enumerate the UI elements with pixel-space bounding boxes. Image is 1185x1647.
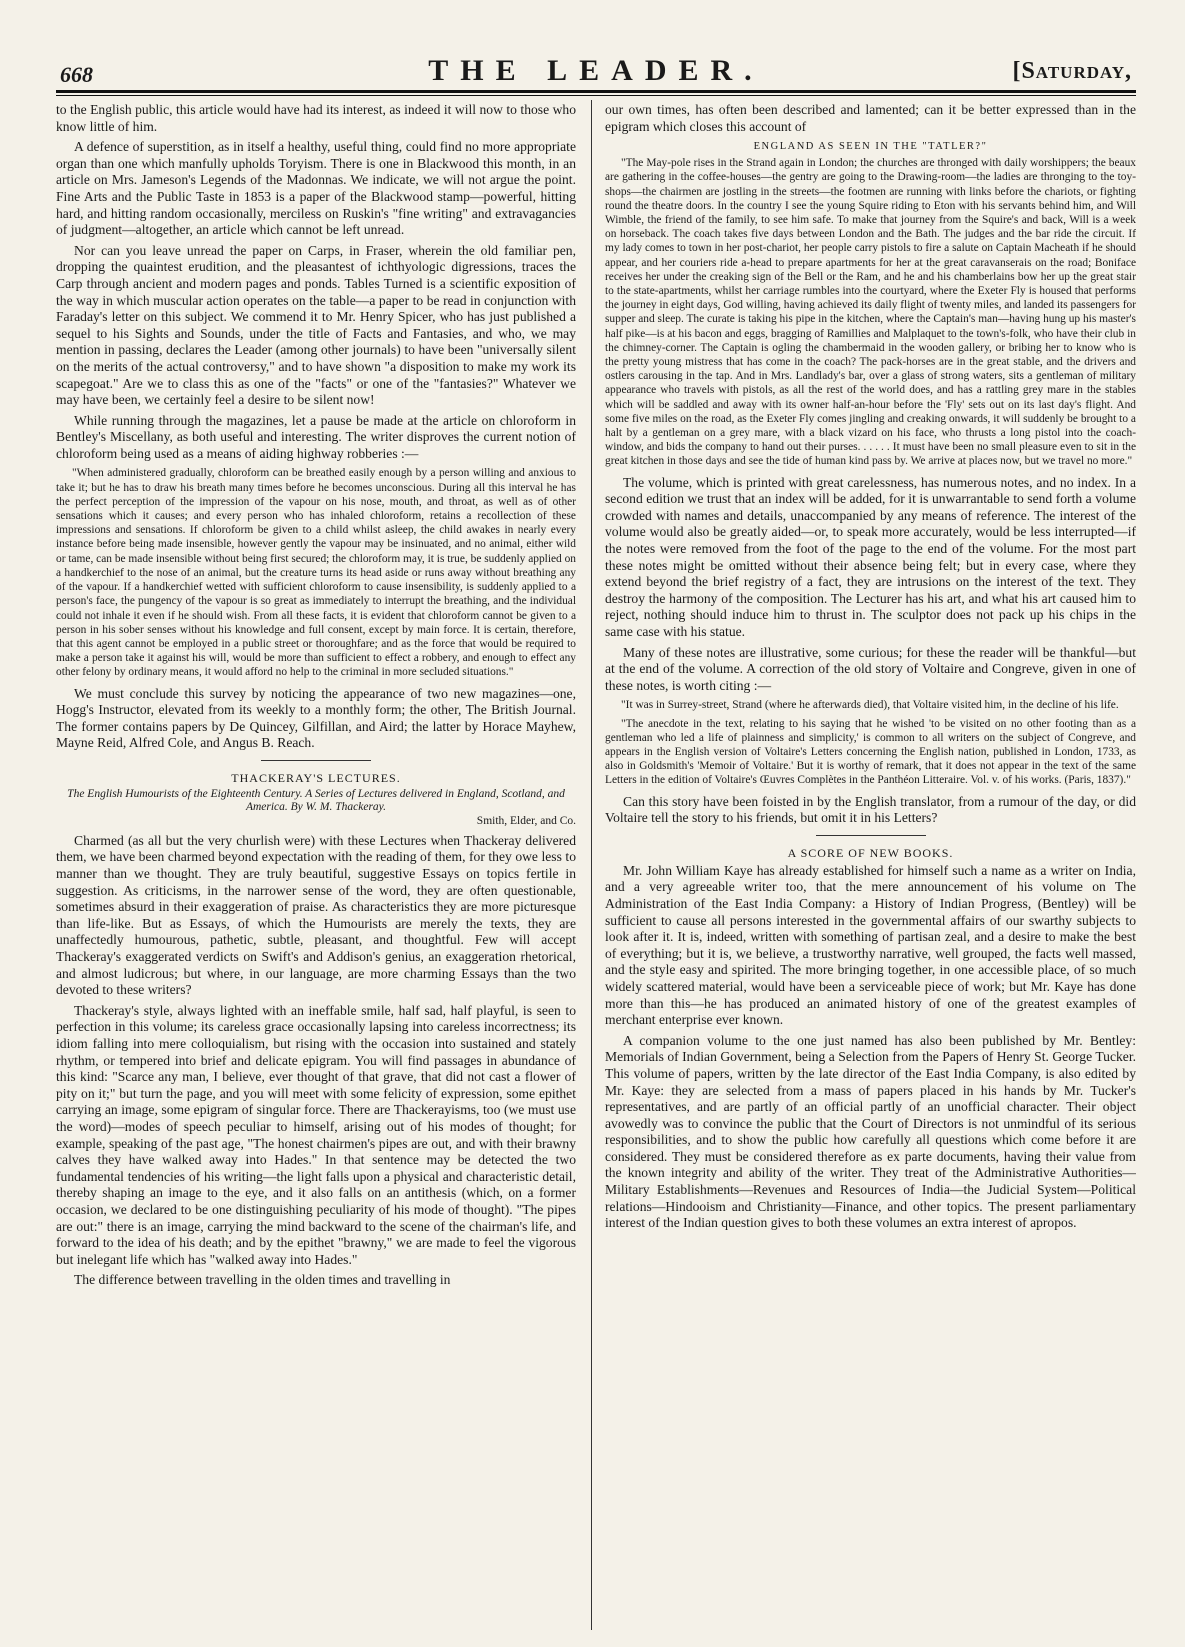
paragraph: While running through the magazines, let a pause be made at the article on chloroform in Bentley's Miscellany, as both useful and interesting. The writer disproves the current notion of chloroform being used as a means of aiding highway robberies :—: [56, 412, 576, 461]
paragraph: Many of these notes are illustrative, some curious; for these the reader will be thankful—but at the end of the volume. A correction of the old story of Voltaire and Congreve, given in one of these notes, is worth citing :—: [605, 644, 1136, 693]
column-divider: [591, 100, 592, 1630]
block-quote: "The anecdote in the text, relating to his saying that he wished 'to be visited on no other footing than as a gentleman who led a life of plainness and simplicity,' is common to all writers on the subject of Congreve, and appears in the English version of Voltaire's Letters concerning the English nation, published in London, 1733, as also in Goldsmith's 'Memoir of Voltaire.' But it is worthy of remark, that it does not appear in the text of the same Letters in the edition of Voltaire's Œuvres Complètes in the Panthéon Litteraire. Vol. v. of his works. (Paris, 1837).": [605, 717, 1136, 787]
page-number: 668: [60, 62, 93, 87]
paragraph: Mr. John William Kaye has already established for himself such a name as a writer on India, and a very agreeable writer too, that the mere announcement of his volume on The Administration of the East India Company: a History of Indian Progress, (Bentley) will be sufficient to cause all persons interested in the governmental affairs of our swarthy subjects to look after it. It is, indeed, written with something of partisan zeal, and a desire to make the best of everything; but it is, we believe, a trustworthy narrative, well grouped, the facts well massed, and the style easy and spirited. The more bringing together, in one accessible place, of so much widely scattered material, would have been a serviceable piece of work; but Mr. Kaye has done more than this—he has produced an animated history of one of the greatest examples of merchant enterprise ever known.: [605, 862, 1136, 1028]
quote-heading: ENGLAND AS SEEN IN THE "TATLER?": [753, 141, 988, 153]
masthead: [56, 52, 1136, 92]
left-column: [56, 102, 576, 1630]
section-title: THACKERAY'S LECTURES.: [231, 770, 401, 785]
paragraph: A defence of superstition, as in itself a healthy, useful thing, could find no more appropriate organ than one which manfully upholds Toryism. There is one in Blackwood this month, in an article on Mrs. Jameson's Legends of the Madonnas. We indicate, we will not argue the point. Fine Arts and the Public Taste in 1853 is a paper of the Blackwood stamp—powerful, hitting hard, and hitting random occasionally, merciless on Ruskin's "fine writing" and extravagancies of judgment—altogether, an article which cannot be left unread.: [56, 139, 576, 238]
block-quote: "It was in Surrey-street, Strand (where he afterwards died), that Voltaire visited him, in the decline of his life.: [621, 699, 1119, 712]
paragraph: Thackeray's style, always lighted with an ineffable smile, half sad, half playful, is seen to perfection in this volume; its careless grace occasionally lapsing into careless incorrectness; its idiom falling into mere colloquialism, but rising with the occasion into sustained and stately rhythm, or tempered into brief and delicate epigram. You will find passages in abundance of this kind: "Scarce any man, I believe, ever thought of that grave, that did not cast a flower of pity on it;" but turn the page, and you will meet with some felicity of expression, some epithet carrying an image, some epigram of singular force. There are Thackerayisms, too (we must use the word)—modes of speech peculiar to himself, arising out of his modes of thought; for example, speaking of the past age, "The honest chairmen's pipes are out, and with their brawny calves they have walked away into Hades." In that sentence may be detected the two fundamental tendencies of his writing—the light falls upon a physical and characteristic detail, thereby shaping an image to the eye, and it also falls on an antithesis (which, on a former occasion, we declared to be one distinguishing peculiarity of his mode of thought). "The pipes are out:" there is an image, carrying the mind backward to the scene of the chairman's life, and forward to the idea of his death; and by the epithet "brawny," we are made to feel the vigorous but inelegant life which has "walked away into Hades.": [56, 1002, 576, 1267]
block-quote: "The May-pole rises in the Strand again in London; the churches are thronged with daily worshippers; the beaux are gathering in the coffee-houses—the gentry are going to the Drawing-room—the ladies are thronging to the toy-shops—the chairmen are jostling in the streets—the footmen are running with links before the chariots, or fighting round the theatre doors. In the country I see the young Squire riding to Eton with his servants behind him, and Will Wimble, the friend of the family, to see him safe. To make that journey from the Squire's and back, Will is a week on horseback. The coach takes five days between London and the Bath. The judges and the bar ride the circuit. If my lady comes to town in her post-chariot, her people carry pistols to fire a salute on Captain Macheath if he should appear, and her couriers ride a-head to prepare apartments for her at the great caravanserais on the road; Boniface receives her under the creaking sign of the Bell or the Ram, and he and his chamberlains bow her up the great stair to the state-apartments, whilst her carriage rumbles into the courtyard, where the Exeter Fly is housed that performs the journey in eight days, God willing, having achieved its daily flight of twenty miles, and landed its passengers for supper and sleep. The curate is taking his pipe in the kitchen, where the Captain's man—having hung up his master's half pike—is at his bacon and eggs, bragging of Ramillies and Malplaquet to the town's-folk, who have their club in the chimney-corner. The Captain is ogling the chambermaid in the wooden gallery, or bribing her to know who is the pretty young mistress that has come in the coach? The pack-horses are in the great stable, and the drivers and ostlers carousing in the tap. And in Mrs. Landlady's bar, over a glass of strong waters, sits a gentleman of military appearance who travels with pistols, as all the rest of the world does, and has a rattling grey mare in the stables which will be saddled and away with its owner half-an-hour before the 'Fly' sets out on its last day's flight. And some five miles on the road, as the Exeter Fly comes jingling and creaking onwards, it will suddenly be brought to a halt by a gentleman on a grey mare, with a black vizard on his face, who thrusts a long pistol into the coach-window, and bids the company to hand out their purses. . . . . . It must have been no small pleasure even to sit in the great kitchen in those days and see the tide of human kind pass by. We arrive at places now, but we travel no more.": [605, 157, 1136, 468]
paragraph: The volume, which is printed with great carelessness, has numerous notes, and no index. In a second edition we trust that an index will be added, for it is unwarrantable to send forth a volume crowded with names and details, unaccompanied by any means of reference. The interest of the volume would also be greatly aided—or, to speak more accurately, would be less interrupted—if the notes were removed from the foot of the page to the end of the volume. For the most part these notes might be omitted without their absence being felt; but in every case, where they extend beyond the brief registry of a fact, they are intrusions on the interest of the text. They destroy the harmony of the composition. The Lecturer has his art, and what his art caused him to reject, nothing should induce him to thrust in. The sculptor does not pack up his chips in the same case with his statue.: [605, 474, 1136, 639]
issue-day: [Saturday,: [1012, 58, 1132, 84]
paragraph: The difference between travelling in the olden times and travelling in: [74, 1272, 451, 1288]
section-rule: [261, 760, 371, 761]
paragraph: our own times, has often been described and lamented; can it be better expressed than in the epigram which closes this account of: [605, 102, 1136, 134]
newspaper-title: THE LEADER.: [428, 54, 764, 87]
publisher: Smith, Elder, and Co.: [476, 814, 576, 827]
header-rule-thin: [56, 95, 1136, 96]
book-title: The English Humourists of the Eighteenth Century. A Series of Lectures delivered in England, Scotland, and America. By W. M. Thackeray.: [67, 787, 565, 813]
paragraph: Can this story have been foisted in by the English translator, from a rumour of the day, or did Voltaire tell the story to his friends, but omit it in his Letters?: [605, 793, 1136, 826]
paragraph: A companion volume to the one just named has also been published by Mr. Bentley: Memorials of Indian Government, being a Selection from the Papers of Henry St. George Tucker. This volume of papers, written by the late director of the East India Company, is also edited by Mr. Kaye: they are selected from a mass of papers placed in his hands by Mr. Tucker's representatives, and are partly of an official partly of an unofficial character. Their object avowedly was to convince the public that the Court of Directors is not unmindful of its serious responsibilities, and to show the public how carefully all questions which come before it are considered. They must be considered therefore as ex parte documents, having their value from the known integrity and ability of the writer. They treat of the Administrative Authorities—Military Establishments—Revenues and Resources of India—the Judicial System—Political relations—Hindooism and Christianity—Finance, and other topics. The present parliamentary interest of the Indian question gives to both these volumes an extra interest of apropos.: [605, 1032, 1136, 1231]
paragraph: Nor can you leave unread the paper on Carps, in Fraser, wherein the old familiar pen, dropping the quaintest erudition, and the pleasantest of ichthyologic digressions, traces the Carp through ancient and modern pages and ponds. Tables Turned is a scientific exposition of the way in which muscular action operates on the table—a paper to be read in conjunction with Faraday's letter on this subject. We commend it to Mr. Henry Spicer, who has just published a sequel to his Sights and Sounds, under the title of Facts and Fantasies, and who, we may mention in passing, declares the Leader (among other journals) to have been "universally silent on the merits of the actual controversy," and to have shown "a disposition to make my work its scapegoat." Are we to class this as one of the "facts" or one of the "fantasies?" Whatever we may have been, we certainly feel a desire to be silent now!: [56, 242, 576, 408]
header-rule-thick: [56, 90, 1136, 93]
paragraph: We must conclude this survey by noticing the appearance of two new magazines—one, Hogg's Instructor, elevated from its weekly to a monthly form; the other, The British Journal. The former contains papers by De Quincey, Gilfillan, and Aird; the latter by Horace Mayhew, Mayne Reid, Alfred Cole, and Angus B. Reach.: [56, 685, 576, 751]
right-column: [605, 102, 1136, 1630]
paragraph: Charmed (as all but the very churlish were) with these Lectures when Thackeray delivered them, we have been charmed beyond expectation with the reading of them, for they owe less to manner than we thought. They are truly beautiful, suggestive Essays on topics fertile in suggestion. As criticisms, in the narrower sense of the word, they are often questionable, sometimes absurd in their exaggeration of praise. As characteristics they are more picturesque than life-like. But as Essays, of which the Humourists are merely the texts, they are unaffectedly humourous, pathetic, subtle, pleasant, and thoughtful. Few will accept Thackeray's exaggerated verdicts on Swift's and Addison's genius, an exaggeration rhetorical, and almost ludicrous; but where, in our language, are more charming Essays than the two devoted to these writers?: [56, 832, 576, 998]
section-title: A SCORE OF NEW BOOKS.: [787, 845, 954, 860]
paragraph: to the English public, this article would have had its interest, as indeed it will now to those who know little of him.: [56, 102, 576, 134]
section-rule: [816, 835, 926, 836]
block-quote: "When administered gradually, chloroform can be breathed easily enough by a person willing and anxious to take it; but he has to draw his breath many times before he becomes unconscious. During all this interval he has the perfect perception of the impression of the vapour on his nose, mouth, and throat, as well as of other sensations which it causes; and every person who has inhaled chloroform, retains a recollection of these impressions and sensations. If chloroform be given to a child whilst asleep, the child awakes in nearly every instance before being made insensible, however gently the vapour may be insinuated, and no animal, either wild or tame, can be made insensible without being first secured; the chloroform may, it is true, be suddenly applied on a handkerchief to the nose of an animal, but the creature turns its head aside or runs away without breathing any of the vapour. If a handkerchief wetted with sufficient chloroform to cause insensibility, is suddenly applied to a person's face, the pungency of the vapour is so great as immediately to interrupt the breathing, and the individual could not inhale it even if he should wish. From all these facts, it is evident that chloroform cannot be given to a person in his sober senses without his knowledge and full consent, except by main force. It is certain, therefore, that this agent cannot be employed in a public street or thoroughfare; and as the force that would be required to make a person take it against his will, would be more than sufficient to effect a robbery, and enough to effect any other felony by ordinary means, it would afford no help to the criminal in more secluded situations.": [56, 467, 576, 679]
